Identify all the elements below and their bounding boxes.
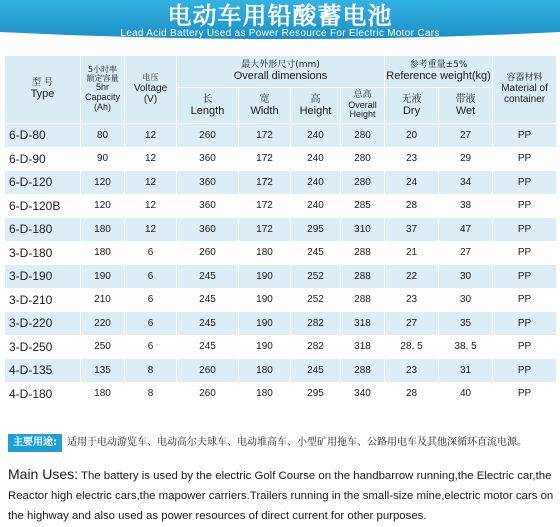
cell-material: PP (493, 194, 557, 218)
cell-length: 360 (177, 171, 239, 195)
cell-dry: 28. 5 (385, 335, 439, 359)
cell-voltage: 12 (125, 124, 177, 148)
cell-dry: 23 (385, 147, 439, 171)
cell-length: 245 (177, 335, 239, 359)
cell-capacity: 250 (81, 335, 125, 359)
cell-length: 245 (177, 265, 239, 289)
header-wet (439, 88, 493, 124)
cell-material: PP (493, 124, 557, 148)
cell-type: 3-D-190 (5, 265, 81, 289)
cell-wet: 35 (439, 312, 493, 336)
header-weight-cn: 参考重量±5% (409, 59, 468, 70)
header-dry-cn: 无液 (401, 93, 422, 105)
cell-voltage: 6 (125, 335, 177, 359)
header-capacity (81, 56, 125, 124)
cell-overall-height: 310 (341, 218, 385, 242)
cell-capacity: 180 (81, 382, 125, 406)
cell-height: 245 (291, 241, 341, 265)
table-row (5, 124, 557, 148)
cell-overall-height: 288 (341, 359, 385, 383)
header-height (291, 88, 341, 124)
header-material-cn: 容器材料 (506, 72, 543, 83)
cell-voltage: 8 (125, 382, 177, 406)
table-row (5, 147, 557, 171)
cell-height: 295 (291, 382, 341, 406)
cell-material: PP (493, 218, 557, 242)
cell-material: PP (493, 171, 557, 195)
cell-material: PP (493, 359, 557, 383)
cell-width: 180 (239, 241, 291, 265)
header-width (239, 88, 291, 124)
cell-wet: 27 (439, 241, 493, 265)
cell-voltage: 12 (125, 218, 177, 242)
table-row (5, 171, 557, 195)
cell-capacity: 210 (81, 288, 125, 312)
header-length-en: Length (190, 104, 225, 117)
cell-material: PP (493, 147, 557, 171)
cell-voltage: 12 (125, 194, 177, 218)
cell-voltage: 6 (125, 288, 177, 312)
header-wet-en: Wet (455, 104, 476, 117)
cell-voltage: 6 (125, 241, 177, 265)
header-dimensions-en: Overall dimensions (233, 70, 328, 83)
main-uses-cn-label: 主要用途: (8, 434, 62, 452)
header-overall-en-2: Height (349, 109, 376, 120)
cell-type: 6-D-120B (5, 194, 81, 218)
cell-length: 245 (177, 288, 239, 312)
cell-voltage: 6 (125, 312, 177, 336)
battery-spec-table (4, 55, 557, 406)
cell-length: 260 (177, 124, 239, 148)
table-row (5, 194, 557, 218)
cell-height: 240 (291, 124, 341, 148)
cell-material: PP (493, 382, 557, 406)
cell-length: 360 (177, 194, 239, 218)
cell-height: 295 (291, 218, 341, 242)
cell-material: PP (493, 265, 557, 289)
header-voltage-unit: (V) (143, 93, 158, 105)
cell-overall-height: 280 (341, 147, 385, 171)
header-capacity-unit: (Ah) (93, 102, 111, 113)
cell-material: PP (493, 241, 557, 265)
table-row (5, 335, 557, 359)
header-capacity-cn-2: 额定容量 (86, 73, 119, 83)
cell-wet: 38. 5 (439, 335, 493, 359)
header-voltage (125, 56, 177, 124)
cell-type: 6-D-80 (5, 124, 81, 148)
header-type (5, 56, 81, 124)
header-overall-height (341, 88, 385, 124)
cell-length: 260 (177, 382, 239, 406)
table-row (5, 359, 557, 383)
header-voltage-en: Voltage (133, 82, 168, 94)
cell-voltage: 8 (125, 359, 177, 383)
main-uses-cn-text: 适用于电动游览车、电动高尔夫球车、电动堆高车、小型矿用拖车、公路用电车及其他深循环直流电源。 (67, 437, 527, 448)
header-overall-en-1: Overall (348, 99, 377, 110)
cell-capacity: 135 (81, 359, 125, 383)
cell-overall-height: 280 (341, 171, 385, 195)
cell-wet: 30 (439, 265, 493, 289)
cell-dry: 27 (385, 312, 439, 336)
cell-overall-height: 318 (341, 335, 385, 359)
cell-type: 6-D-120 (5, 171, 81, 195)
cell-width: 180 (239, 382, 291, 406)
table-body (5, 124, 557, 406)
header-width-en: Width (250, 104, 279, 117)
cell-length: 260 (177, 241, 239, 265)
header-material (493, 56, 557, 124)
cell-height: 282 (291, 312, 341, 336)
cell-voltage: 6 (125, 265, 177, 289)
cell-height: 282 (291, 335, 341, 359)
header-length-cn: 长 (202, 93, 213, 105)
cell-dry: 21 (385, 241, 439, 265)
cell-type: 4-D-180 (5, 382, 81, 406)
main-uses-en-label: Main Uses: (8, 466, 79, 482)
cell-wet: 31 (439, 359, 493, 383)
cell-height: 240 (291, 171, 341, 195)
cell-length: 360 (177, 147, 239, 171)
cell-voltage: 12 (125, 147, 177, 171)
header-dimensions (177, 56, 385, 88)
cell-overall-height: 288 (341, 241, 385, 265)
main-uses-en-text: The battery is used by the electric Golf Course on the handbarrow running,the Electric car,the Reactor high electric cars,the mapower carriers.Trailers running in the small-size mine,electric motor cars on the highway and also used as power resources of direct current for other purposes. (8, 470, 554, 522)
cell-overall-height: 285 (341, 194, 385, 218)
cell-dry: 28 (385, 382, 439, 406)
cell-type: 6-D-180 (5, 218, 81, 242)
table-row (5, 241, 557, 265)
header-wet-cn: 带液 (455, 93, 476, 105)
cell-width: 190 (239, 312, 291, 336)
cell-length: 360 (177, 218, 239, 242)
cell-type: 3-D-180 (5, 241, 81, 265)
title-chinese: 电动车用铅酸蓄电池 (167, 2, 393, 30)
cell-capacity: 120 (81, 194, 125, 218)
title-english: Lead Acid Battery Used as Power Resource For Electric Motor Cars (120, 28, 440, 39)
cell-capacity: 220 (81, 312, 125, 336)
cell-width: 172 (239, 194, 291, 218)
cell-capacity: 120 (81, 171, 125, 195)
cell-dry: 37 (385, 218, 439, 242)
cell-dry: 22 (385, 265, 439, 289)
cell-height: 240 (291, 147, 341, 171)
cell-overall-height: 280 (341, 124, 385, 148)
cell-capacity: 90 (81, 147, 125, 171)
cell-wet: 30 (439, 288, 493, 312)
table-row (5, 382, 557, 406)
header-dry (385, 88, 439, 124)
header-length (177, 88, 239, 124)
cell-dry: 23 (385, 359, 439, 383)
cell-wet: 40 (439, 382, 493, 406)
header-capacity-en-1: 5hr (95, 82, 109, 93)
cell-dry: 23 (385, 288, 439, 312)
header-capacity-en-2: Capacity (84, 92, 120, 103)
header-dry-en: Dry (402, 104, 421, 117)
cell-dry: 20 (385, 124, 439, 148)
cell-wet: 34 (439, 171, 493, 195)
cell-width: 172 (239, 171, 291, 195)
header-voltage-cn: 电压 (142, 73, 159, 83)
cell-length: 245 (177, 312, 239, 336)
cell-capacity: 80 (81, 124, 125, 148)
header-height-cn: 高 (310, 93, 321, 105)
cell-overall-height: 288 (341, 265, 385, 289)
cell-wet: 38 (439, 194, 493, 218)
cell-wet: 27 (439, 124, 493, 148)
cell-type: 4-D-135 (5, 359, 81, 383)
cell-dry: 24 (385, 171, 439, 195)
cell-dry: 28 (385, 194, 439, 218)
cell-overall-height: 288 (341, 288, 385, 312)
cell-type: 3-D-250 (5, 335, 81, 359)
table-row (5, 288, 557, 312)
header-type-cn: 型 号 (32, 77, 53, 88)
table-row (5, 265, 557, 289)
cell-height: 252 (291, 265, 341, 289)
cell-capacity: 180 (81, 241, 125, 265)
cell-material: PP (493, 288, 557, 312)
table-row (5, 218, 557, 242)
cell-height: 245 (291, 359, 341, 383)
cell-capacity: 190 (81, 265, 125, 289)
header-overall-cn: 总高 (353, 89, 372, 100)
cell-type: 6-D-90 (5, 147, 81, 171)
main-uses-chinese (8, 434, 556, 452)
cell-width: 180 (239, 359, 291, 383)
cell-width: 172 (239, 147, 291, 171)
header-weight-en: Reference weight(kg) (386, 70, 491, 83)
cell-overall-height: 340 (341, 382, 385, 406)
cell-material: PP (493, 312, 557, 336)
header-weight (385, 56, 493, 88)
table-row (5, 312, 557, 336)
cell-width: 172 (239, 124, 291, 148)
cell-length: 260 (177, 359, 239, 383)
header-material-en-1: Material of (501, 83, 548, 95)
header-material-en-2: container (503, 94, 546, 106)
main-uses-english (8, 464, 560, 526)
cell-voltage: 12 (125, 171, 177, 195)
cell-width: 190 (239, 288, 291, 312)
cell-width: 172 (239, 218, 291, 242)
header-capacity-cn-1: 5小时率 (87, 64, 118, 74)
header-height-en: Height (299, 104, 332, 117)
cell-height: 240 (291, 194, 341, 218)
header-type-en: Type (30, 88, 55, 101)
cell-capacity: 180 (81, 218, 125, 242)
cell-overall-height: 318 (341, 312, 385, 336)
cell-type: 3-D-220 (5, 312, 81, 336)
cell-width: 190 (239, 335, 291, 359)
cell-type: 3-D-210 (5, 288, 81, 312)
cell-material: PP (493, 335, 557, 359)
cell-wet: 29 (439, 147, 493, 171)
cell-wet: 47 (439, 218, 493, 242)
cell-width: 190 (239, 265, 291, 289)
header-width-cn: 宽 (259, 93, 270, 105)
header-dimensions-cn: 最大外形尺寸(mm) (241, 59, 320, 70)
cell-height: 252 (291, 288, 341, 312)
